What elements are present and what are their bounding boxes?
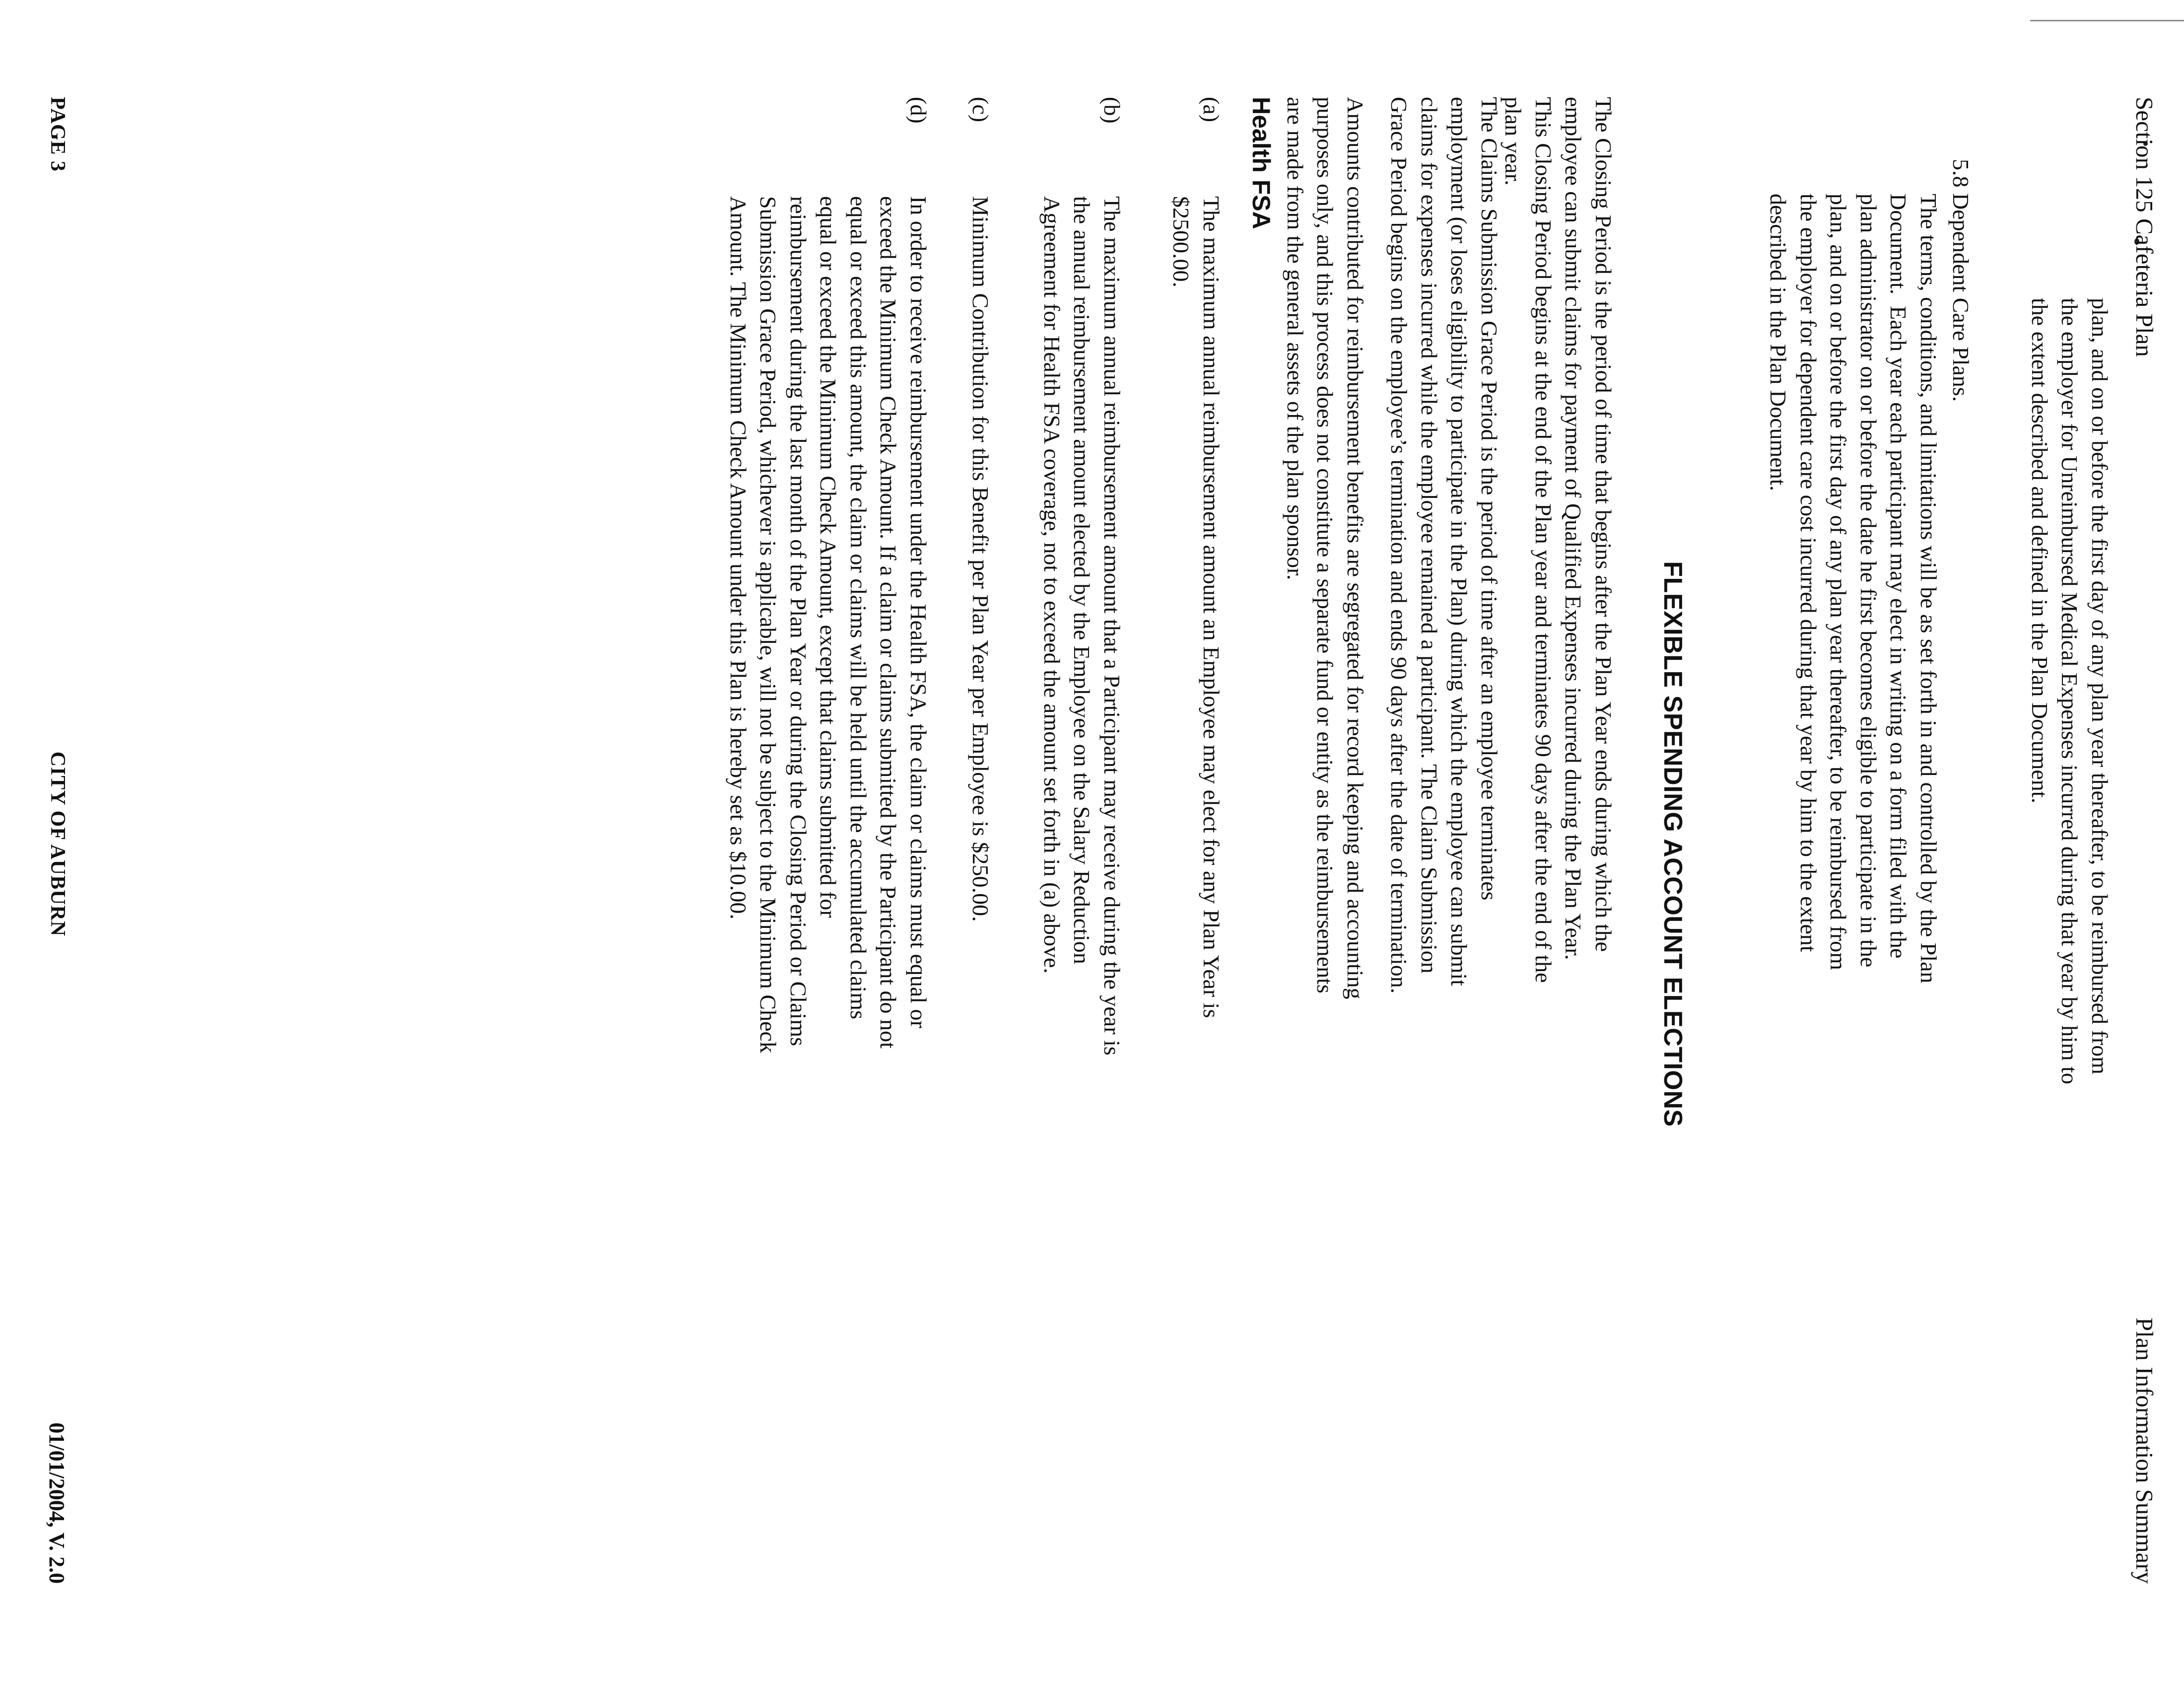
footer-version-date: 01/01/2004, V. 2.0 bbox=[45, 1422, 69, 1584]
footer-organization: CITY OF AUBURN bbox=[46, 751, 69, 937]
text-line: Submission Grace Period, whichever is applicable, will not be subject to the Minimum Check bbox=[755, 196, 781, 1053]
text-line: the annual reimbursement amount elected by the Employee on the Salary Reduction bbox=[1069, 196, 1095, 964]
text-line: The maximum annual reimbursement amount an Employee may elect for any Plan Year is bbox=[1199, 196, 1224, 1018]
text-line: The terms, conditions, and limitations will be as set forth in and controlled by the Plan bbox=[1916, 194, 1941, 984]
section-5-8-body bbox=[1763, 194, 1943, 1574]
item-label: (a) bbox=[1199, 97, 1224, 123]
text-line: $2500.00. bbox=[1168, 196, 1194, 287]
item-text bbox=[965, 196, 996, 1586]
footer-page-number: PAGE 3 bbox=[46, 97, 69, 172]
text-line: claims for expenses incurred while the employee remained a participant. The Claim Submission bbox=[1417, 97, 1442, 974]
text-line: exceed the Minimum Check Amount. If a claim or claims submitted by the Participant do not bbox=[876, 196, 901, 1049]
text-line: plan, and on or before the first day of any plan year thereafter, to be reimbursed from bbox=[1826, 194, 1851, 971]
header-right: Plan Information Summary bbox=[2131, 1317, 2158, 1584]
text-line: employment (or loses eligibility to participate in the Plan) during which the employee can submit bbox=[1446, 97, 1472, 986]
text-line: The Closing Period is the period of time that begins after the Plan Year ends during which the bbox=[1591, 97, 1616, 952]
text-line: the extent described and defined in the Plan Document. bbox=[2027, 298, 2052, 804]
header-left: Section 125 Cafeteria Plan bbox=[2131, 97, 2158, 357]
section-5-8-title: 5.8 Dependent Care Plans. bbox=[1948, 159, 1974, 402]
text-line: The maximum annual reimbursement amount that a Participant may receive during the year is bbox=[1099, 196, 1125, 1055]
text-line: Amounts contributed for reimbursement benefits are segregated for record keeping and accounting bbox=[1343, 97, 1368, 999]
text-line: are made from the general assets of the plan sponsor. bbox=[1283, 97, 1308, 580]
text-line: equal or exceed this amount, the claim or claims will be held until the accumulated claims bbox=[846, 196, 871, 1020]
text-line: plan, and on or before the first day of any plan year thereafter, to be reimbursed from bbox=[2087, 298, 2113, 1075]
continuation-paragraph bbox=[2025, 298, 2115, 1668]
text-line: reimbursement during the last month of the Plan Year or during the Closing Period or Claims bbox=[786, 196, 811, 1047]
text-line: This Closing Period begins at the end of the Plan year and terminates 90 days after the end of the bbox=[1531, 97, 1556, 983]
closing-period-paragraph bbox=[1498, 97, 1618, 1586]
text-line: employee can submit claims for payment of Qualified Expenses incurred during the Plan Year. bbox=[1561, 97, 1586, 960]
item-text bbox=[1166, 196, 1226, 1586]
text-line: Minimum Contribution for this Benefit per Plan Year per Employee is $250.00. bbox=[968, 196, 993, 922]
item-label: (b) bbox=[1099, 97, 1125, 124]
text-line: Agreement for Health FSA coverage, not to exceed the amount set forth in (a) above. bbox=[1039, 196, 1065, 974]
item-label: (d) bbox=[906, 97, 931, 124]
text-line: described in the Plan Document. bbox=[1766, 194, 1791, 492]
text-line: plan year. bbox=[1501, 97, 1526, 186]
text-line: Amount. The Minimum Check Amount under this Plan is hereby set as $10.00. bbox=[726, 196, 751, 919]
item-text bbox=[723, 196, 934, 1586]
text-line: The Claims Submission Grace Period is the period of time after an employee terminates bbox=[1477, 97, 1502, 901]
text-line: purposes only, and this process does not constitute a separate fund or entity as the reimbursements bbox=[1312, 97, 1338, 993]
item-text bbox=[1037, 196, 1127, 1586]
text-line: Document. Each year each participant may elect in writing on a form filed with the bbox=[1886, 194, 1911, 959]
text-line: plan administrator on or before the date he first becomes eligible to participate in the bbox=[1856, 194, 1881, 968]
health-fsa-heading: Health FSA bbox=[1247, 97, 1275, 229]
text-line: the employer for dependent care cost incurred during that year by him to the extent bbox=[1796, 194, 1821, 952]
item-label: (c) bbox=[968, 97, 993, 123]
text-line: Grace Period begins on the employee’s termination and ends 90 days after the date of termination. bbox=[1386, 97, 1412, 994]
text-line: the employer for Unreimbursed Medical Expenses incurred during that year by him to bbox=[2057, 298, 2083, 1084]
text-line: equal or exceed the Minimum Check Amount, except that claims submitted for bbox=[816, 196, 841, 918]
grace-period-paragraph bbox=[1384, 97, 1504, 1586]
segregation-paragraph bbox=[1280, 97, 1370, 1586]
text-line: In order to receive reimbursement under the Health FSA, the claim or claims must equal or bbox=[906, 196, 931, 1028]
fsa-section-title: FLEXIBLE SPENDING ACCOUNT ELECTIONS bbox=[1658, 561, 1687, 1127]
